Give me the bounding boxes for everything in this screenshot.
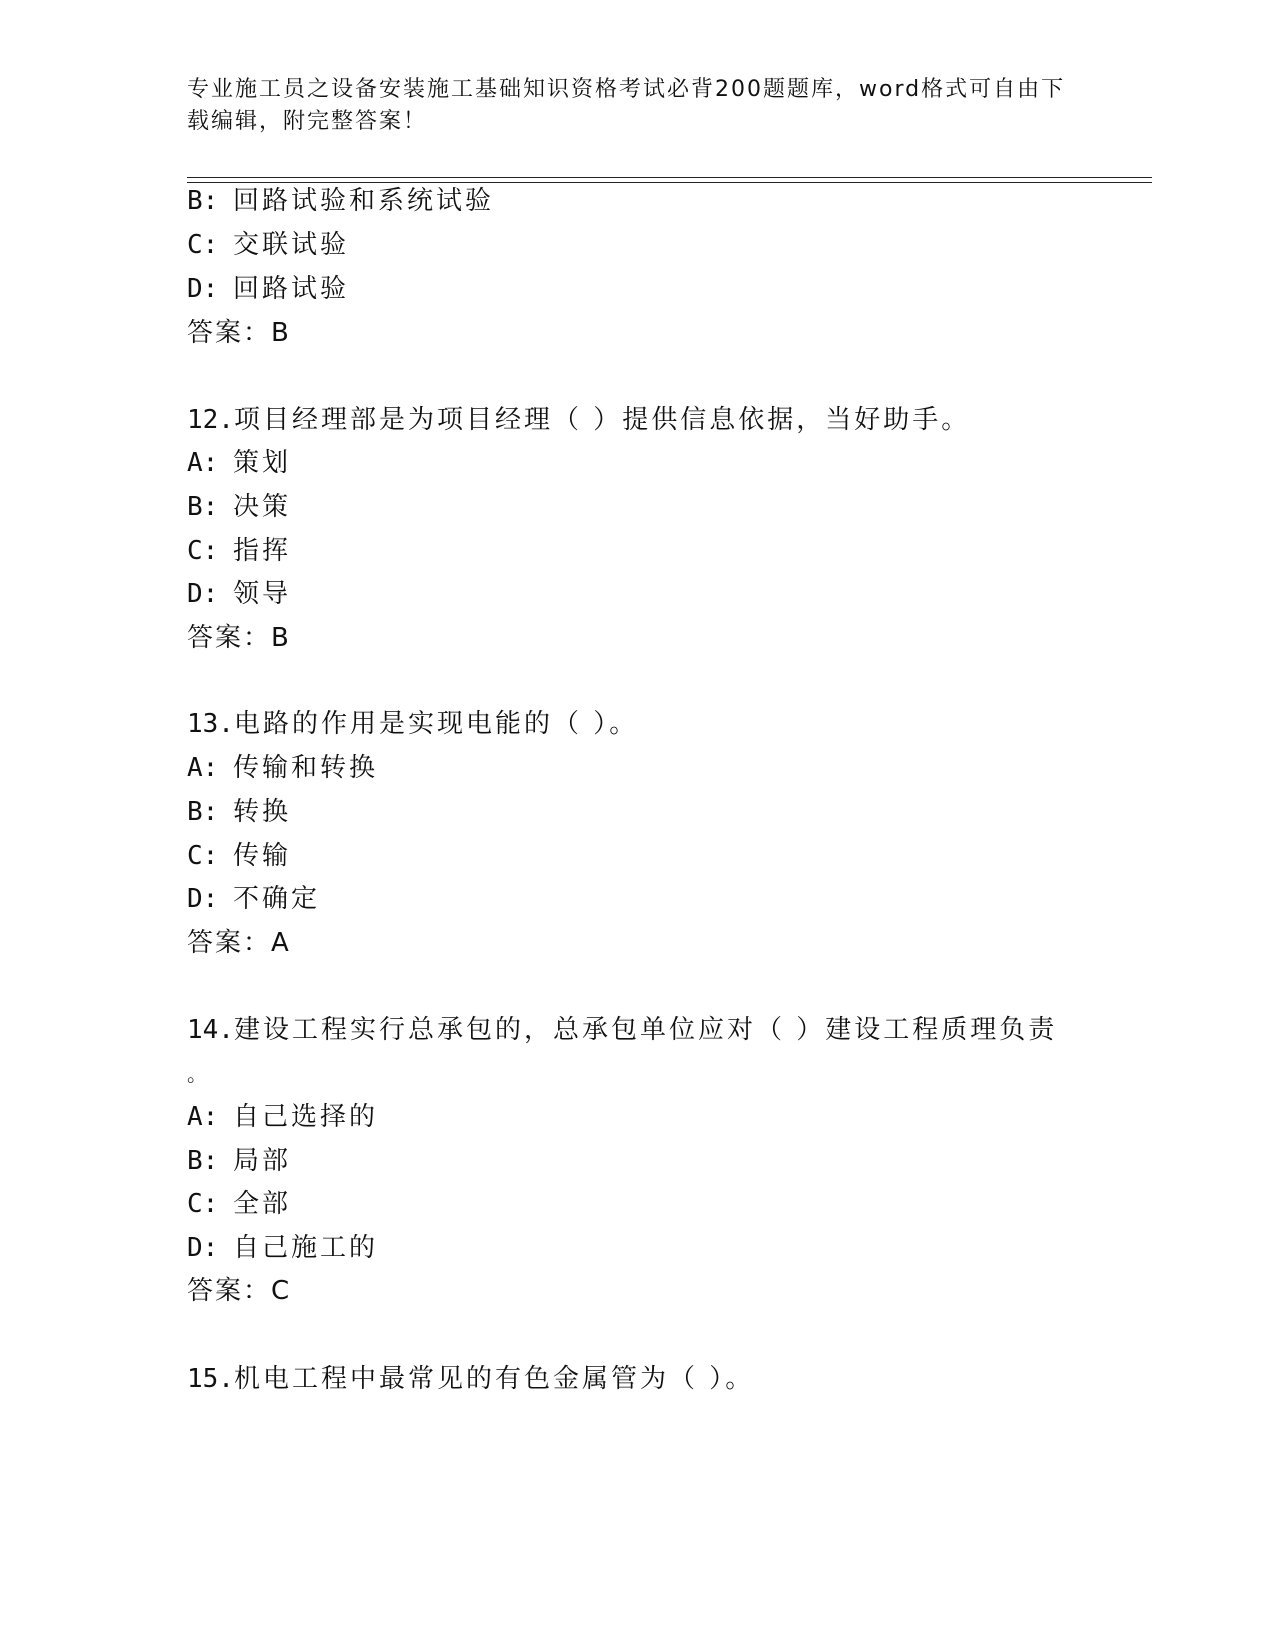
option-label: B: — [187, 797, 219, 827]
q12-stem — [187, 404, 970, 436]
option-label: C: — [187, 536, 219, 566]
question-text: 电路的作用是实现电能的（ ）。 — [233, 709, 639, 739]
option-label: B: — [187, 492, 219, 522]
option-label: A: — [187, 1102, 219, 1132]
q14-option-a — [187, 1101, 378, 1133]
option-text: 不确定 — [233, 884, 321, 914]
option-label: C: — [187, 230, 219, 260]
document-header: 专业施工员之设备安装施工基础知识资格考试必背200题题库，word格式可自由下载编辑，附完整答案！ — [187, 77, 1066, 134]
q14-option-d — [187, 1232, 378, 1264]
q14-option-b — [187, 1145, 291, 1177]
q13-stem — [187, 708, 638, 740]
q12-option-c — [187, 535, 291, 567]
q11-answer: 答案：B — [187, 318, 291, 348]
option-label: B: — [187, 1146, 219, 1176]
question-number: 13. — [187, 709, 234, 739]
option-text: 领导 — [233, 579, 292, 609]
option-text: 传输和转换 — [233, 753, 379, 783]
question-number: 12. — [187, 405, 234, 435]
q14-option-c — [187, 1188, 291, 1220]
option-text: 决策 — [233, 492, 292, 522]
header-divider-bottom — [187, 182, 1152, 183]
option-label: A: — [187, 448, 219, 478]
q14-stem — [187, 1014, 1057, 1046]
option-text: 自己施工的 — [233, 1233, 379, 1263]
q14-answer: 答案：C — [187, 1276, 292, 1306]
option-text: 自己选择的 — [233, 1102, 379, 1132]
question-text: 建设工程实行总承包的，总承包单位应对（ ）建设工程质理负责 — [233, 1015, 1058, 1045]
q11-option-d — [187, 273, 349, 305]
option-text: 转换 — [233, 797, 292, 827]
option-text: 回路试验和系统试验 — [233, 186, 495, 216]
q12-option-b — [187, 491, 291, 523]
q13-option-c — [187, 840, 291, 872]
option-text: 全部 — [233, 1189, 292, 1219]
q11-option-c — [187, 229, 349, 261]
option-label: C: — [187, 841, 219, 871]
option-label: B: — [187, 186, 219, 216]
option-text: 回路试验 — [233, 274, 350, 304]
q12-option-d — [187, 578, 291, 610]
option-label: D: — [187, 274, 219, 304]
option-text: 局部 — [233, 1146, 292, 1176]
q13-option-d — [187, 883, 320, 915]
option-text: 指挥 — [233, 536, 292, 566]
q12-option-a — [187, 447, 291, 479]
question-number: 14. — [187, 1015, 234, 1045]
option-label: D: — [187, 884, 219, 914]
question-text: 项目经理部是为项目经理（ ）提供信息依据，当好助手。 — [233, 405, 971, 435]
option-text: 传输 — [233, 841, 292, 871]
q13-option-a — [187, 752, 378, 784]
q13-option-b — [187, 796, 291, 828]
question-number: 15. — [187, 1364, 234, 1394]
option-label: A: — [187, 753, 219, 783]
question-text: 机电工程中最常见的有色金属管为（ ）。 — [233, 1364, 755, 1394]
q13-answer: 答案：A — [187, 928, 291, 958]
option-label: C: — [187, 1189, 219, 1219]
header-divider-top — [187, 177, 1152, 178]
q12-answer: 答案：B — [187, 623, 291, 653]
option-label: D: — [187, 579, 219, 609]
option-text: 交联试验 — [233, 230, 350, 260]
q15-stem — [187, 1363, 754, 1395]
q11-option-b — [187, 185, 494, 217]
q14-stem-continuation: 。 — [187, 1062, 210, 1086]
option-label: D: — [187, 1233, 219, 1263]
option-text: 策划 — [233, 448, 292, 478]
